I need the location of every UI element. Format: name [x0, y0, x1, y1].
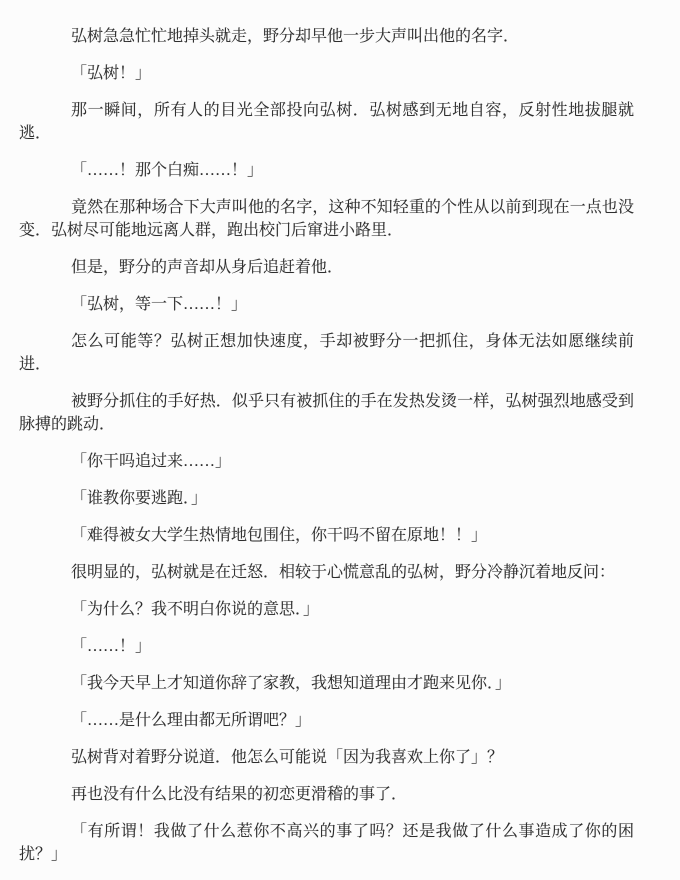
paragraph-narration: 怎么可能等？弘树正想加快速度，手却被野分一把抓住，身体无法如愿继续前进．	[19, 333, 634, 373]
paragraph-narration: 再也没有什么比没有结果的初恋更滑稽的事了．	[71, 786, 408, 803]
paragraph-dialogue: 「谁教你要逃跑．」	[71, 490, 208, 507]
paragraph-narration: 但是，野分的声音却从身后追赶着他．	[71, 259, 344, 276]
paragraph-dialogue: 「弘树！」	[71, 65, 152, 82]
paragraph-dialogue: 「……！」	[71, 638, 152, 655]
paragraph-dialogue: 「为什么？我不明白你说的意思．」	[71, 601, 320, 618]
paragraph-narration: 弘树急急忙忙地掉头就走，野分却早他一步大声叫出他的名字．	[71, 28, 520, 45]
paragraph-dialogue: 「弘树，等一下……！」	[71, 296, 248, 313]
paragraph-narration: 那一瞬间，所有人的目光全部投向弘树．弘树感到无地自容，反射性地拔腿就逃．	[19, 102, 634, 142]
paragraph-narration: 被野分抓住的手好热．似乎只有被抓住的手在发热发烫一样，弘树强烈地感受到脉搏的跳动．	[19, 393, 634, 433]
paragraph-narration: 很明显的，弘树就是在迁怒．相较于心慌意乱的弘树，野分冷静沉着地反问：	[71, 564, 616, 581]
paragraph-narration: 弘树背对着野分说道．他怎么可能说「因为我喜欢上你了」？	[71, 749, 504, 766]
paragraph-dialogue: 「你干吗追过来……」	[71, 453, 232, 470]
paragraph-dialogue: 「难得被女大学生热情地包围住，你干吗不留在原地！！」	[71, 527, 488, 544]
paragraph-narration: 竟然在那种场合下大声叫他的名字，这种不知轻重的个性从以前到现在一点也没变．弘树尽可能地远离人群，跑出校门后窜进小路里．	[19, 199, 634, 239]
paragraph-dialogue: 「……是什么理由都无所谓吧？」	[71, 712, 312, 729]
paragraph-dialogue: 「有所谓！我做了什么惹你不高兴的事了吗？还是我做了什么事造成了你的困扰？」	[19, 823, 634, 863]
paragraph-dialogue: 「我今天早上才知道你辞了家教，我想知道理由才跑来见你．」	[71, 675, 512, 692]
paragraph-dialogue: 「……！那个白痴……！」	[71, 162, 264, 179]
